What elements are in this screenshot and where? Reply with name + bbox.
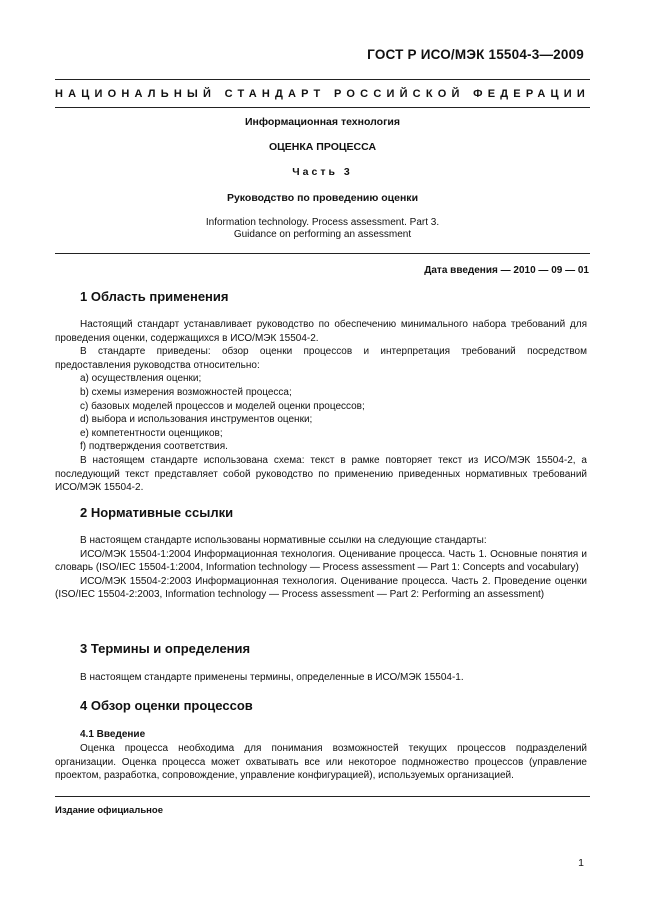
title-subtitle: Руководство по проведению оценки — [226, 192, 419, 204]
section3-heading: 3 Термины и определения — [80, 641, 251, 656]
list-item: c) базовых моделей процессов и моделей оценки процессов; — [80, 400, 365, 412]
section3-paragraph1: В настоящем стандарте применены термины, определенные в ИСО/МЭК 15504-1. — [80, 672, 464, 683]
header-rule-top — [55, 79, 590, 80]
list-item: e) компетентности оценщиков; — [80, 427, 223, 439]
document-code: ГОСТ Р ИСО/МЭК 15504-3—2009 — [367, 47, 584, 62]
section1-body — [55, 318, 587, 495]
section4-subheading: 4.1 Введение — [80, 729, 146, 740]
section2-reference2: ИСО/МЭК 15504-2:2003 Информационная технология. Оценивание процесса. Часть 2. Проведение оценки (ISO/IEC 15504-2:2003, Information technology — Process assessment — Part 2: Performing an assessment) — [55, 575, 587, 601]
title-english-line2: Guidance on performing an assessment — [233, 229, 412, 240]
section4-body — [55, 742, 587, 783]
section1-paragraph3: В настоящем стандарте использована схема: текст в рамке повторяет текст из ИСО/МЭК 15504-2, а последующий текст представляет собой руководство по применению приведенных нормативных требований ИСО/МЭК 15504-2. — [55, 454, 587, 494]
section2-body — [55, 534, 587, 602]
section2-reference1: ИСО/МЭК 15504-1:2004 Информационная технология. Оценивание процесса. Часть 1. Основные понятия и словарь (ISO/IEC 15504-1:2004, Information technology — Process assessment — Part 1: Concepts and vocabulary) — [55, 548, 587, 574]
footer-rule — [55, 796, 590, 797]
title-line1: Информационная технология — [244, 116, 401, 128]
title-part: Часть 3 — [292, 166, 353, 178]
section2-heading: 2 Нормативные ссылки — [80, 505, 234, 520]
list-item: f) подтверждения соответствия. — [80, 441, 228, 453]
list-item: b) схемы измерения возможностей процесса; — [80, 386, 292, 398]
national-standard-banner: НАЦИОНАЛЬНЫЙ СТАНДАРТ РОССИЙСКОЙ ФЕДЕРАЦИИ — [55, 88, 590, 100]
title-line2: ОЦЕНКА ПРОЦЕССА — [268, 141, 377, 153]
page-number: 1 — [578, 857, 584, 869]
title-english-line1: Information technology. Process assessment. Part 3. — [205, 217, 440, 228]
introduction-date: Дата введения — 2010 — 09 — 01 — [424, 265, 589, 276]
list-item: a) осуществления оценки; — [80, 373, 202, 385]
official-edition-label: Издание официальное — [55, 805, 163, 816]
list-item: d) выбора и использования инструментов оценки; — [80, 414, 313, 426]
section4-heading: 4 Обзор оценки процессов — [80, 698, 253, 713]
header-rule-bottom — [55, 107, 590, 108]
section3-body — [55, 671, 587, 685]
section2-paragraph1: В настоящем стандарте использованы нормативные ссылки на следующие стандарты: — [80, 535, 487, 546]
section1-paragraph2: В стандарте приведены: обзор оценки процессов и интерпретация требований посредством предоставления руководства относительно: — [55, 346, 587, 371]
section1-heading: 1 Область применения — [80, 289, 229, 304]
section4-paragraph1: Оценка процесса необходима для понимания возможностей текущих процессов подразделений организации. Оценка процесса может охватывать все или некоторое подмножество процессов (управление проектом, разработка, сопровождение, управление конфигурацией), используемых организацией. — [55, 743, 587, 782]
title-rule — [55, 253, 590, 254]
section1-paragraph1: Настоящий стандарт устанавливает руководство по обеспечению минимального набора требований для проведения оценки, содержащихся в ИСО/МЭК 15504-2. — [55, 319, 587, 344]
